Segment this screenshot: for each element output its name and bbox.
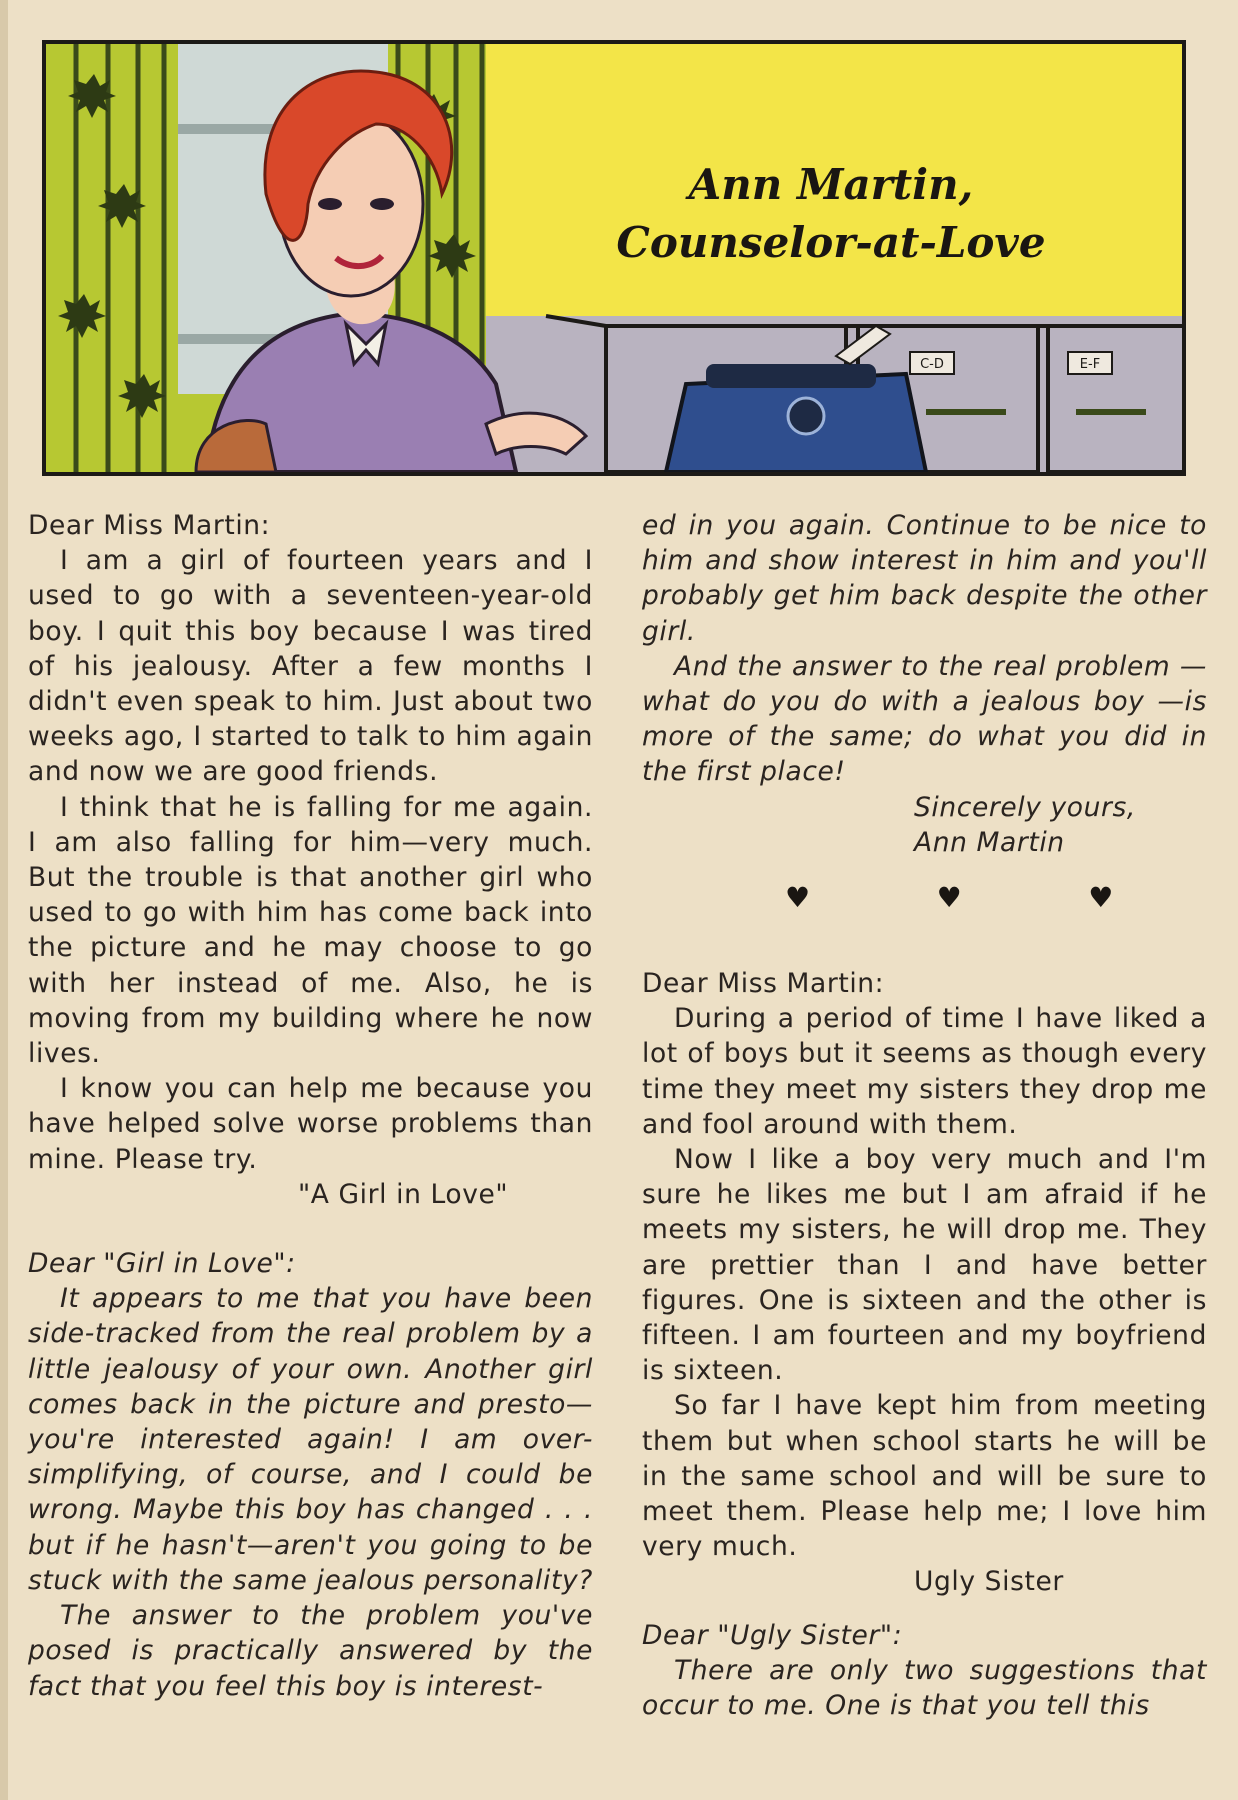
reply2-paragraph-1: There are only two suggestions that occur to me. One is that you tell this [642,1654,1207,1722]
heart-icon: ♥ [784,881,811,915]
reply1-paragraph-2-continued: ed in you again. Continue to be nice to him and show interest in him and you'll probably get him back despite the other girl. [642,510,1207,647]
reply2-salutation: Dear "Ugly Sister": [642,1619,903,1651]
letter1-signature: "A Girl in Love" [298,1178,509,1210]
header-illustration-panel [42,40,1186,476]
title-line-2: Counselor-at-Love [616,218,1046,267]
section-divider-hearts [642,860,1207,932]
heart-icon: ♥ [1088,881,1114,915]
letter1-paragraph-2: I think that he is falling for me again. I am also falling for him—very much. But the trouble is that another girl who used to go with him has come back into the picture and he may choose to go with her instead of me. Also, he is moving from my building where he now lives. [28,791,593,1070]
letter1-paragraph-1: I am a girl of fourteen years and I used to go with a seventeen-year-old boy. I quit this boy because I was tired of his jealousy. After a few months I didn't even speak to him. Just about two weeks ago, I started to talk to him again and now we are good friends. [28,545,593,788]
letter1-salutation: Dear Miss Martin: [28,510,271,541]
letter1-paragraph-3: I know you can help me because you have helped solve worse problems than mine. Please try. [28,1073,593,1175]
letter2-salutation: Dear Miss Martin: [642,968,885,1000]
letter2-paragraph-3: So far I have kept him from meeting them but when school starts he will be in the same school and will be sure to meet them. Please help me; I love him very much. [642,1390,1207,1563]
letter2-signature: Ugly Sister [914,1566,1064,1598]
right-column [642,508,1207,1723]
reply1-paragraph-1: It appears to me that you have been side-tracked from the real problem by a little jealousy of your own. Another girl comes back in the picture and presto—you're interested again! I am over-simplifying, of course, and I could be wrong. Maybe this boy has changed . . . but if he hasn't—aren't you going to be stuck with the same jealous personality? [28,1283,593,1596]
page-edge [0,0,8,1800]
letter2-paragraph-2: Now I like a boy very much and I'm sure he likes me but I am afraid if he meets my sisters, he will drop me. They are prettier than I and have better figures. One is sixteen and the other is fifteen. I am fourteen and my boyfriend is sixteen. [642,1144,1207,1387]
heart-icon: ♥ [936,881,963,915]
letter2-paragraph-1: During a period of time I have liked a lot of boys but it seems as though every time they meet my sisters they drop me and fool around with them. [642,1003,1207,1140]
reply1-paragraph-2: The answer to the problem you've posed is practically answered by the fact that you feel this boy is interest- [28,1600,593,1702]
reply1-salutation: Dear "Girl in Love": [28,1248,296,1280]
column-title [551,84,1111,344]
left-column [28,508,593,1704]
reply1-closing: Sincerely yours, [914,791,1136,823]
drawer-label-ef: E-F [1079,357,1101,372]
reply1-paragraph-3: And the answer to the real problem —what do you do with a jealous boy —is more of the same; do what you did in the first place! [642,650,1207,788]
title-line-1: Ann Martin, [688,160,974,209]
drawer-label-cd: C-D [920,357,944,372]
reply1-closing-name: Ann Martin [914,826,1065,858]
